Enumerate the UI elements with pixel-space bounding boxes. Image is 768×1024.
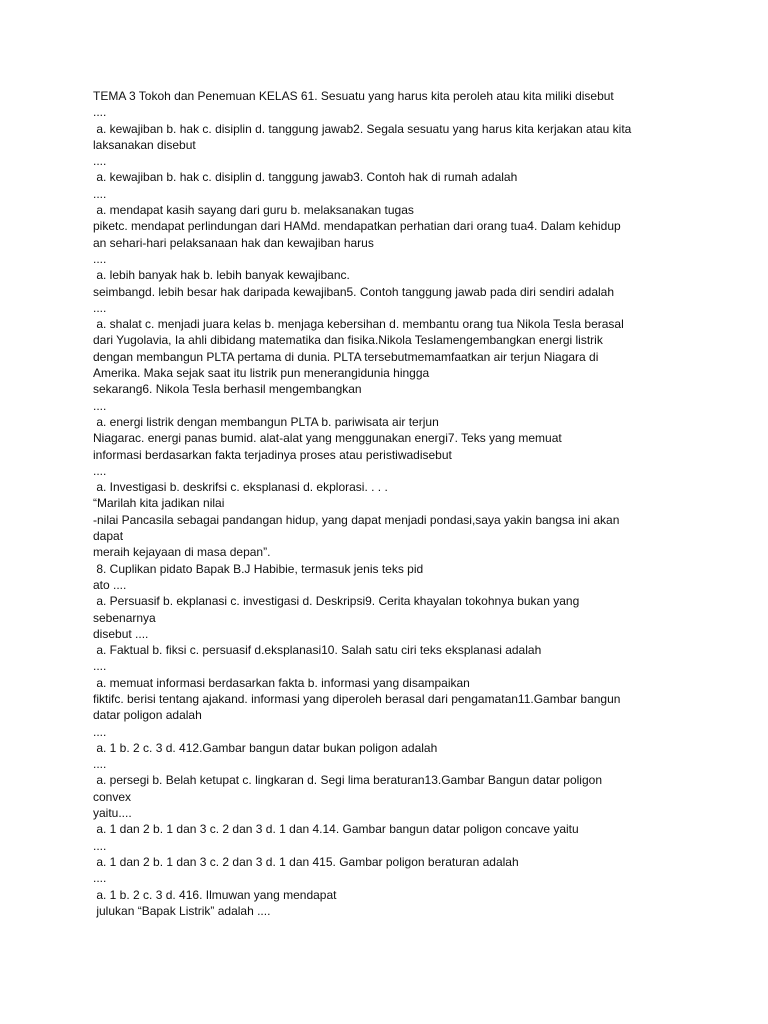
- text-line: ....: [93, 871, 107, 886]
- text-line: julukan “Bapak Listrik” adalah ....: [93, 903, 271, 918]
- text-line: a. mendapat kasih sayang dari guru b. melaksanakan tugas: [93, 203, 414, 218]
- text-line: dengan membangun PLTA pertama di dunia. PLTA tersebutmemamfaatkan air terjun Niagara di: [93, 349, 599, 364]
- text-line: an sehari-hari pelaksanaan hak dan kewajiban harus: [93, 235, 374, 250]
- text-line: seimbangd. lebih besar hak daripada kewajiban5. Contoh tanggung jawab pada diri sendiri adalah: [93, 284, 615, 299]
- text-line: a. 1 dan 2 b. 1 dan 3 c. 2 dan 3 d. 1 dan 4.14. Gambar bangun datar poligon concave yaitu: [93, 822, 579, 837]
- text-line: a. 1 b. 2 c. 3 d. 412.Gambar bangun datar bukan poligon adalah: [93, 740, 438, 755]
- text-line: a. Persuasif b. ekplanasi c. investigasi d. Deskripsi9. Cerita khayalan tokohnya bukan yang: [93, 594, 580, 609]
- text-line: dari Yugolavia, Ia ahli dibidang matematika dan fisika.Nikola Teslamengembangkan energi listrik: [93, 333, 603, 348]
- text-line: ....: [93, 757, 107, 772]
- text-line: convex: [93, 789, 132, 804]
- text-line: “Marilah kita jadikan nilai: [93, 496, 225, 511]
- text-line: Niagarac. energi panas bumid. alat-alat yang menggunakan energi7. Teks yang memuat: [93, 431, 562, 446]
- text-line: laksanakan disebut: [93, 137, 196, 152]
- text-line: ....: [93, 251, 107, 266]
- text-line: TEMA 3 Tokoh dan Penemuan KELAS 61. Sesuatu yang harus kita peroleh atau kita miliki disebut: [93, 89, 614, 103]
- text-line: informasi berdasarkan fakta terjadinya proses atau peristiwadisebut: [93, 447, 452, 462]
- text-line: a. Investigasi b. deskrifsi c. eksplanasi d. ekplorasi. . . .: [93, 480, 388, 495]
- text-line: ....: [93, 105, 107, 120]
- document-page: [93, 88, 683, 935]
- text-line: a. kewajiban b. hak c. disiplin d. tanggung jawab3. Contoh hak di rumah adalah: [93, 170, 518, 185]
- text-line: a. memuat informasi berdasarkan fakta b. informasi yang disampaikan: [93, 675, 470, 690]
- text-line: a. shalat c. menjadi juara kelas b. menjaga kebersihan d. membantu orang tua Nikola Tesla berasal: [93, 317, 624, 332]
- text-line: ....: [93, 154, 107, 169]
- text-line: meraih kejayaan di masa depan”.: [93, 545, 271, 560]
- text-line: piketc. mendapat perlindungan dari HAMd. mendapatkan perhatian dari orang tua4. Dalam kehidup: [93, 219, 621, 234]
- text-line: a. kewajiban b. hak c. disiplin d. tanggung jawab2. Segala sesuatu yang harus kita kerjakan atau kita: [93, 121, 632, 136]
- text-line: a. 1 dan 2 b. 1 dan 3 c. 2 dan 3 d. 1 dan 415. Gambar poligon beraturan adalah: [93, 854, 519, 869]
- text-line: a. Faktual b. fiksi c. persuasif d.eksplanasi10. Salah satu ciri teks eksplanasi adalah: [93, 643, 542, 658]
- text-line: dapat: [93, 529, 124, 544]
- text-line: ....: [93, 300, 107, 315]
- text-line: sekarang6. Nikola Tesla berhasil mengembangkan: [93, 382, 362, 397]
- text-line: [93, 919, 683, 935]
- text-line: ....: [93, 186, 107, 201]
- text-line: ....: [93, 463, 107, 478]
- text-line: datar poligon adalah: [93, 708, 202, 723]
- text-line: a. 1 b. 2 c. 3 d. 416. Ilmuwan yang mendapat: [93, 887, 337, 902]
- text-line: ....: [93, 724, 107, 739]
- text-line: -nilai Pancasila sebagai pandangan hidup, yang dapat menjadi pondasi,saya yakin bangsa ini akan: [93, 512, 620, 527]
- text-line: a. energi listrik dengan membangun PLTA b. pariwisata air terjun: [93, 414, 439, 429]
- text-line: ....: [93, 659, 107, 674]
- text-line: yaitu....: [93, 806, 132, 821]
- text-line: fiktifc. berisi tentang ajakand. informasi yang diperoleh berasal dari pengamatan11.Gambar bangun: [93, 691, 621, 706]
- text-line: ....: [93, 838, 107, 853]
- text-line: a. lebih banyak hak b. lebih banyak kewajibanc.: [93, 268, 350, 283]
- text-line: Amerika. Maka sejak saat itu listrik pun menerangidunia hingga: [93, 366, 430, 381]
- text-line: disebut ....: [93, 626, 149, 641]
- text-line: sebenarnya: [93, 610, 156, 625]
- text-line: ato ....: [93, 577, 127, 592]
- text-line: 8. Cuplikan pidato Bapak B.J Habibie, termasuk jenis teks pid: [93, 561, 424, 576]
- text-line: a. persegi b. Belah ketupat c. lingkaran d. Segi lima beraturan13.Gambar Bangun datar poligon: [93, 773, 602, 788]
- text-line: ....: [93, 398, 107, 413]
